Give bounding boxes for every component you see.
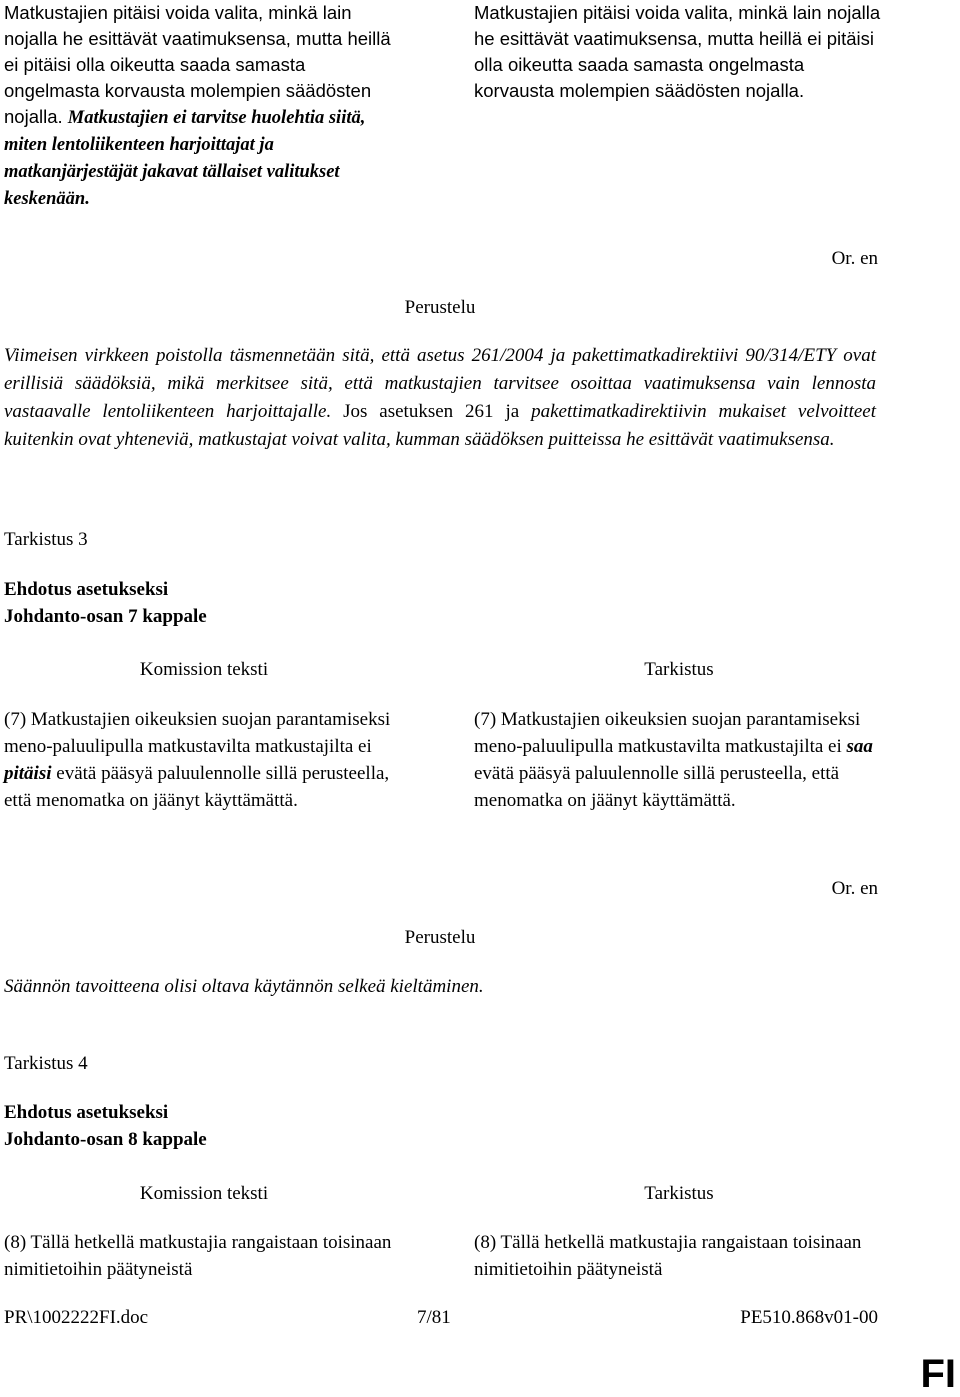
amendment-3-commission-header: Komission teksti: [139, 659, 269, 680]
amendment-3-amendment-text: [474, 706, 874, 814]
amendment-3-right-post: evätä pääsyä paluulennolle sillä perusteella, että menomatka on jäänyt käyttämättä.: [474, 763, 840, 811]
justification-1-part2: Jos asetuksen 261 ja: [331, 401, 532, 422]
amendment-4-recital: Johdanto-osan 8 kappale: [4, 1129, 207, 1150]
or-en-label-2: Or. en: [831, 878, 878, 899]
or-en-label-1: Or. en: [831, 248, 878, 269]
amendment-3-commission-text: [4, 706, 404, 814]
amendment-3-proposal: Ehdotus asetukseksi: [4, 579, 169, 600]
left-column-top-text: [4, 0, 404, 212]
amendment-3-left-post: evätä pääsyä paluulennolle sillä perusteella, että menomatka on jäänyt käyttämättä.: [4, 763, 390, 811]
amendment-4-proposal: Ehdotus asetukseksi: [4, 1102, 169, 1123]
amendment-3-amendment-header: Tarkistus: [644, 659, 714, 680]
amendment-3-recital: Johdanto-osan 7 kappale: [4, 606, 207, 627]
footer-language-code: FI: [920, 1352, 956, 1396]
amendment-3-left-pre: (7) Matkustajien oikeuksien suojan parantamiseksi meno-paluulipulla matkustavilta matkustajilta ei: [4, 709, 391, 757]
right-column-top-text: Matkustajien pitäisi voida valita, minkä lain nojalla he esittävät vaatimuksensa, mutta heillä ei pitäisi olla oikeutta saada samasta ongelmasta korvausta molempien säädösten nojalla.: [474, 2, 881, 101]
justification-1-part1: Viimeisen virkkeen poistolla täsmennetään sitä, että asetus 261/2004 ja pakettimatkadirektiivi 90/314/ETY ovat erillisiä säädöksiä, mikä merkitsee sitä, että matkustajien tarvitsee osoittaa vaatimuksensa vain lennosta vastaavalle lentoliikenteen harjoittajalle.: [4, 345, 876, 422]
amendment-4-commission-header: Komission teksti: [139, 1183, 269, 1204]
amendment-4-amendment-text: (8) Tällä hetkellä matkustajia rangaistaan toisinaan nimitietoihin päätyneistä: [474, 1232, 862, 1280]
perustelu-heading-1: Perustelu: [404, 297, 476, 318]
amendment-3-right-pre: (7) Matkustajien oikeuksien suojan parantamiseksi meno-paluulipulla matkustavilta matkustajilta ei: [474, 709, 861, 757]
footer-doc-ref: PR\1002222FI.doc: [4, 1307, 149, 1328]
justification-1-part3: pakettimatkadirektiivin mukaiset velvoitteet kuitenkin ovat yhteneviä, matkustajat voivat valita, kumman säädöksen puitteissa he esittävät vaatimuksensa.: [4, 401, 876, 450]
amendment-3-right-emphasis: saa: [846, 736, 873, 757]
left-top-deleted-text: Matkustajien ei tarvitse huolehtia siitä, miten lentoliikenteen harjoittajat ja matkanjärjestäjät jakavat tällaiset valitukset keskenään.: [4, 108, 366, 209]
footer-pe-ref: PE510.868v01-00: [740, 1307, 878, 1328]
amendment-3-title: Tarkistus 3: [4, 529, 88, 550]
amendment-4-amendment-header: Tarkistus: [644, 1183, 714, 1204]
amendment-4-title: Tarkistus 4: [4, 1053, 88, 1074]
left-top-plain: Matkustajien pitäisi voida valita, minkä lain nojalla he esittävät vaatimuksensa, mutta heillä ei pitäisi olla oikeutta saada samasta ongelmasta korvausta molempien säädösten nojalla.: [4, 2, 391, 127]
amendment-3-left-emphasis: pitäisi: [4, 763, 52, 784]
amendment-3-justification: Säännön tavoitteena olisi oltava käytännön selkeä kieltäminen.: [4, 976, 484, 997]
footer-page-number: 7/81: [417, 1307, 451, 1328]
amendment-4-commission-text: (8) Tällä hetkellä matkustajia rangaistaan toisinaan nimitietoihin päätyneistä: [4, 1232, 392, 1280]
perustelu-heading-2: Perustelu: [404, 927, 476, 948]
justification-paragraph-1: [4, 342, 876, 454]
